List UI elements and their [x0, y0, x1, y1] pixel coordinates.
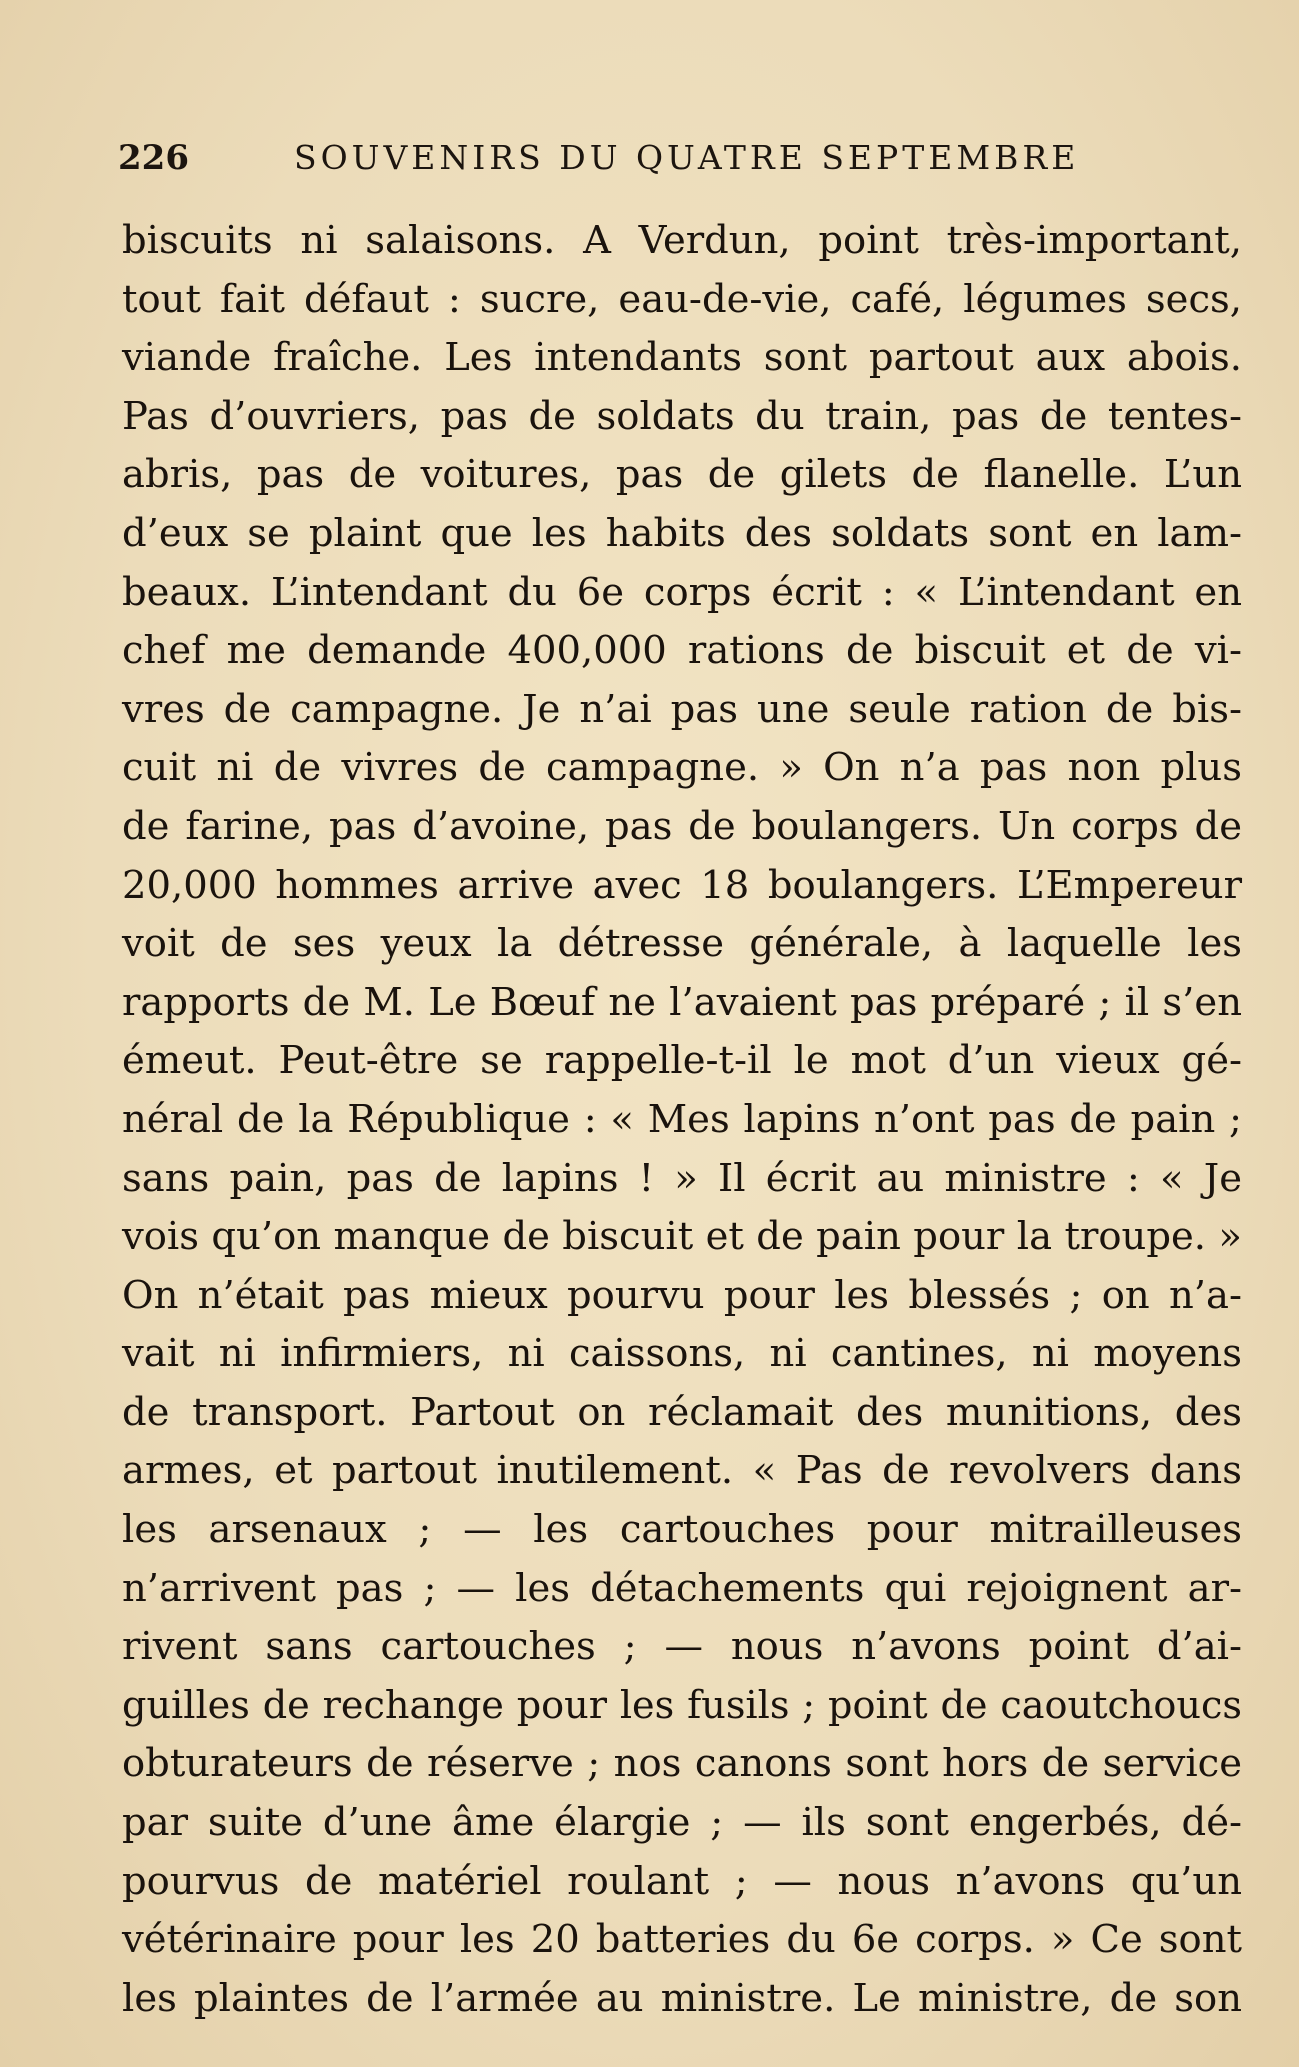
text-line: sans pain, pas de lapins ! » Il écrit au ministre : « Je — [122, 1155, 1242, 1201]
text-line: tout fait défaut : sucre, eau-de-vie, café, légumes secs, — [122, 276, 1242, 322]
page-number: 226 — [118, 138, 189, 178]
text-line: vois qu’on manque de biscuit et de pain pour la troupe. » — [122, 1214, 1242, 1260]
text-line: de farine, pas d’avoine, pas de boulangers. Un corps de — [122, 803, 1242, 849]
text-line: émeut. Peut-être se rappelle-t-il le mot d’un vieux gé- — [122, 1038, 1242, 1084]
text-line: abris, pas de voitures, pas de gilets de flanelle. L’un — [122, 452, 1242, 498]
text-line: obturateurs de réserve ; nos canons sont hors de service — [122, 1741, 1242, 1787]
text-line: rivent sans cartouches ; — nous n’avons point d’ai- — [122, 1624, 1242, 1670]
text-line: vétérinaire pour les 20 batteries du 6e corps. » Ce sont — [122, 1917, 1242, 1963]
body-text — [122, 212, 1242, 2028]
text-line: armes, et partout inutilement. « Pas de revolvers dans — [122, 1448, 1242, 1494]
text-line: On n’était pas mieux pourvu pour les blessés ; on n’a- — [122, 1272, 1242, 1318]
text-line: pourvus de matériel roulant ; — nous n’avons qu’un — [122, 1858, 1242, 1904]
running-title: SOUVENIRS DU QUATRE SEPTEMBRE — [294, 138, 1080, 177]
text-line: beaux. L’intendant du 6e corps écrit : « L’intendant en — [122, 569, 1242, 615]
text-line: les plaintes de l’armée au ministre. Le ministre, de son — [122, 1975, 1242, 2021]
text-line: cuit ni de vivres de campagne. » On n’a pas non plus — [122, 745, 1242, 791]
text-line: Pas d’ouvriers, pas de soldats du train, pas de tentes- — [122, 393, 1242, 439]
text-line: néral de la République : « Mes lapins n’ont pas de pain ; — [122, 1096, 1242, 1142]
text-line: n’arrivent pas ; — les détachements qui rejoignent ar- — [122, 1565, 1242, 1611]
text-line: vait ni infirmiers, ni caissons, ni cantines, ni moyens — [122, 1331, 1242, 1377]
text-line: 20,000 hommes arrive avec 18 boulangers. L’Empereur — [122, 862, 1242, 908]
page-header — [118, 138, 1238, 188]
text-line: viande fraîche. Les intendants sont partout aux abois. — [122, 335, 1242, 381]
text-line: chef me demande 400,000 rations de biscuit et de vi- — [122, 628, 1242, 674]
text-line: de transport. Partout on réclamait des munitions, des — [122, 1389, 1242, 1435]
text-line: rapports de M. Le Bœuf ne l’avaient pas préparé ; il s’en — [122, 979, 1242, 1025]
text-line: voit de ses yeux la détresse générale, à laquelle les — [122, 921, 1242, 967]
text-line: biscuits ni salaisons. A Verdun, point très-important, — [122, 218, 1242, 263]
text-line: par suite d’une âme élargie ; — ils sont engerbés, dé- — [122, 1800, 1242, 1846]
text-line: les arsenaux ; — les cartouches pour mitrailleuses — [122, 1507, 1242, 1553]
text-line: guilles de rechange pour les fusils ; point de caoutchoucs — [122, 1683, 1242, 1728]
text-line: vres de campagne. Je n’ai pas une seule ration de bis- — [122, 686, 1242, 732]
text-line: d’eux se plaint que les habits des soldats sont en lam- — [122, 510, 1242, 556]
